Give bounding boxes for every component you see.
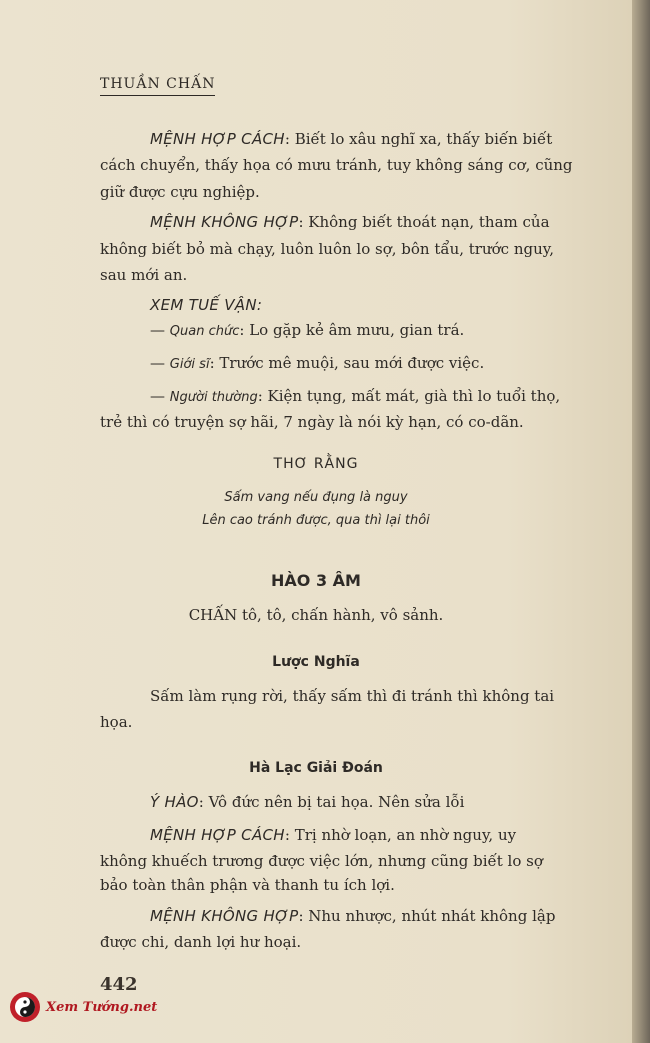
y-hao-para bbox=[150, 793, 464, 811]
gioi-si-text: : Trước mê muội, sau mới được việc. bbox=[209, 354, 485, 372]
quan-chuc-label: Quan chức bbox=[169, 324, 240, 339]
menh-khong-hop-text-3: sau mới an. bbox=[100, 266, 188, 284]
xem-tue-van-heading: XEM TUẾ VẬN: bbox=[150, 296, 263, 314]
menh-hop-cach-text-1: : Biết lo xâu nghĩ xa, thấy biến biết bbox=[284, 130, 553, 148]
ha-lac-menh-hop-text-1: : Trị nhờ loạn, an nhờ nguy, uy bbox=[284, 826, 517, 844]
dash: — bbox=[150, 321, 165, 339]
hao-subtitle: CHẤN tô, tô, chấn hành, vô sảnh. bbox=[188, 606, 444, 624]
luoc-nghia-text-1: Sấm làm rụng rời, thấy sấm thì đi tránh thì không tai bbox=[150, 687, 555, 705]
site-logo-text: Xem Tướng.net bbox=[46, 999, 158, 1015]
luoc-nghia-title: Lược Nghĩa bbox=[272, 654, 360, 670]
menh-hop-cach-text-2: cách chuyển, thấy họa có mưu tránh, tuy không sáng cơ, cũng bbox=[100, 156, 573, 174]
nguoi-thuong-text: : Kiện tụng, mất mát, già thì lo tuổi thọ, bbox=[257, 387, 561, 405]
quan-chuc-item bbox=[150, 321, 464, 339]
site-logo[interactable] bbox=[10, 992, 157, 1022]
page-number: 442 bbox=[100, 974, 138, 995]
ha-lac-menh-khong-text-2: được chi, danh lợi hư hoại. bbox=[100, 933, 302, 951]
poem-title: THƠ RẰNG bbox=[273, 456, 359, 472]
menh-hop-cach-text-3: giữ được cựu nghiệp. bbox=[100, 183, 260, 201]
menh-khong-hop-text-2: không biết bỏ mà chạy, luôn luôn lo sợ, bôn tẩu, trước nguy, bbox=[100, 240, 554, 258]
menh-khong-hop-text-1: : Không biết thoát nạn, tham của bbox=[298, 213, 550, 231]
menh-hop-cach-label: MỆNH HỢP CÁCH bbox=[150, 130, 285, 148]
ha-lac-menh-hop-text-2: không khuếch trương được việc lớn, nhưng cũng biết lo sợ bbox=[100, 852, 543, 870]
poem-line-1: Sấm vang nếu đụng là nguy bbox=[224, 490, 408, 505]
nguoi-thuong-label: Người thường bbox=[169, 390, 258, 405]
book-spine-shadow bbox=[632, 0, 650, 1043]
ha-lac-menh-khong-label: MỆNH KHÔNG HỢP bbox=[150, 907, 299, 925]
quan-chuc-text: : Lo gặp kẻ âm mưu, gian trá. bbox=[239, 321, 465, 339]
y-hao-text: : Vô đức nên bị tai họa. Nên sửa lỗi bbox=[198, 793, 465, 811]
nguoi-thuong-text-2: trẻ thì có truyện sợ hãi, 7 ngày là nói kỳ hạn, có co-dãn. bbox=[100, 413, 524, 431]
poem-line-2: Lên cao tránh được, qua thì lại thôi bbox=[202, 513, 430, 528]
luoc-nghia-text-2: họa. bbox=[100, 713, 133, 731]
hao-title: HÀO 3 ÂM bbox=[271, 571, 361, 590]
dash: — bbox=[150, 387, 165, 405]
ha-lac-menh-khong-text-1: : Nhu nhược, nhút nhát không lập bbox=[298, 907, 556, 925]
y-hao-label: Ý HÀO bbox=[150, 793, 199, 811]
ha-lac-menh-hop-para bbox=[150, 826, 516, 844]
dash: — bbox=[150, 354, 165, 372]
running-header: THUẦN CHẤN bbox=[100, 76, 215, 96]
ha-lac-menh-khong-para bbox=[150, 907, 555, 925]
ha-lac-title: Hà Lạc Giải Đoán bbox=[249, 760, 383, 776]
ha-lac-menh-hop-text-3: bảo toàn thân phận và thanh tu ích lợi. bbox=[100, 876, 395, 894]
gioi-si-item bbox=[150, 354, 484, 372]
menh-khong-hop-para bbox=[150, 213, 550, 231]
menh-khong-hop-label: MỆNH KHÔNG HỢP bbox=[150, 213, 299, 231]
ha-lac-menh-hop-label: MỆNH HỢP CÁCH bbox=[150, 826, 285, 844]
menh-hop-cach-para bbox=[150, 130, 552, 148]
yin-yang-icon bbox=[10, 992, 40, 1022]
nguoi-thuong-item bbox=[150, 387, 560, 405]
gioi-si-label: Giới sĩ bbox=[169, 357, 210, 372]
